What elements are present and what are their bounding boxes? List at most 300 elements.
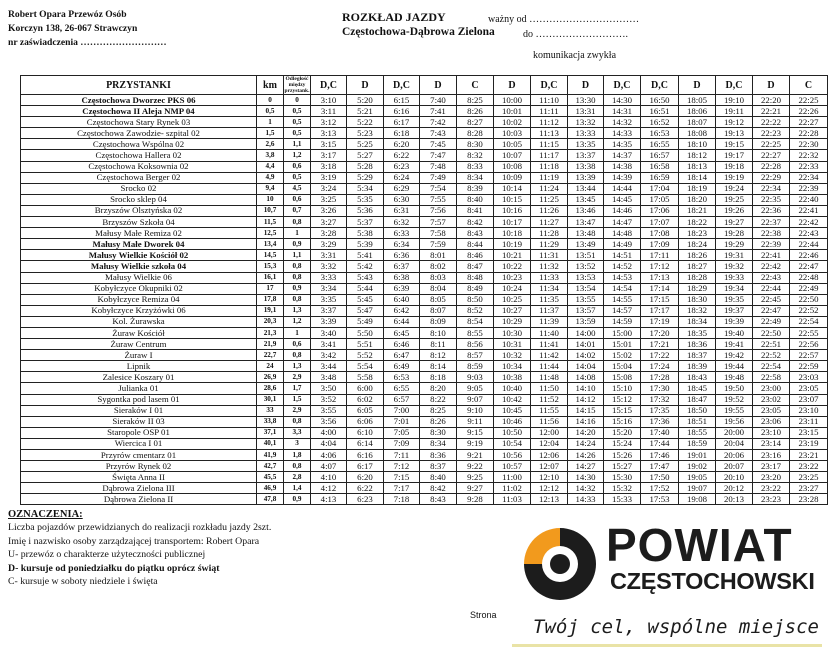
departure-time: 23:11 [790, 416, 828, 427]
departure-time: 7:59 [420, 239, 457, 250]
departure-time: 17:07 [641, 217, 679, 228]
departure-time: 13:33 [568, 128, 604, 139]
departure-time: 9:11 [457, 416, 494, 427]
departure-time: 15:26 [604, 450, 641, 461]
departure-time: 22:36 [753, 205, 790, 216]
table-row [21, 394, 828, 405]
stop-name: Brzyszów Szkoła 04 [21, 217, 257, 228]
departure-time: 16:51 [641, 106, 679, 117]
departure-time: 19:01 [679, 450, 716, 461]
departure-time: 11:35 [531, 294, 568, 305]
stop-distance: 2,8 [284, 472, 311, 483]
stop-distance: 1,1 [284, 250, 311, 261]
stop-km: 46,9 [257, 483, 284, 494]
departure-time: 17:22 [641, 350, 679, 361]
departure-time: 22:50 [790, 294, 828, 305]
slogan-underline [512, 644, 822, 647]
departure-time: 8:54 [457, 316, 494, 327]
stop-name: Brzyszów Olsztyńska 02 [21, 205, 257, 216]
stop-name: Kobyłczyce Krzyżówki 06 [21, 305, 257, 316]
departure-time: 22:57 [790, 350, 828, 361]
table-row [21, 361, 828, 372]
departure-time: 19:55 [716, 405, 753, 416]
table-row [21, 183, 828, 194]
stop-name: Częstochowa Berger 02 [21, 172, 257, 183]
departure-time: 5:20 [347, 95, 384, 106]
departure-time: 13:32 [568, 117, 604, 128]
departure-time: 8:56 [457, 339, 494, 350]
departure-time: 5:25 [347, 139, 384, 150]
departure-time: 22:29 [753, 172, 790, 183]
departure-time: 3:19 [311, 172, 347, 183]
departure-time: 8:41 [457, 205, 494, 216]
departure-time: 8:01 [420, 250, 457, 261]
stop-name: Małusy Wielkie Kościół 02 [21, 250, 257, 261]
departure-time: 19:39 [716, 316, 753, 327]
stop-name: Dąbrowa Zielona III [21, 483, 257, 494]
departure-time: 19:26 [716, 205, 753, 216]
departure-time: 11:13 [531, 128, 568, 139]
departure-time: 6:23 [384, 161, 420, 172]
timetable-body [21, 95, 828, 505]
departure-time: 7:56 [420, 205, 457, 216]
departure-time: 6:38 [384, 272, 420, 283]
stop-km: 10,7 [257, 205, 284, 216]
departure-time: 14:59 [604, 316, 641, 327]
departure-time: 8:25 [457, 95, 494, 106]
departure-time: 19:48 [716, 372, 753, 383]
departure-time: 23:22 [790, 461, 828, 472]
departure-time: 5:36 [347, 205, 384, 216]
course-header: D,C [311, 76, 347, 95]
departure-time: 19:29 [716, 239, 753, 250]
departure-time: 3:35 [311, 294, 347, 305]
departure-time: 22:47 [790, 261, 828, 272]
departure-time: 17:15 [641, 294, 679, 305]
header-left [8, 8, 167, 50]
departure-time: 8:40 [457, 194, 494, 205]
departure-time: 14:33 [604, 128, 641, 139]
departure-time: 9:28 [457, 494, 494, 505]
stop-distance: 0,8 [284, 416, 311, 427]
departure-time: 14:45 [604, 194, 641, 205]
departure-time: 14:24 [568, 438, 604, 449]
departure-time: 8:33 [457, 161, 494, 172]
stop-distance: 1 [284, 327, 311, 338]
departure-time: 10:34 [494, 361, 531, 372]
departure-time: 7:47 [420, 150, 457, 161]
departure-time: 17:32 [641, 394, 679, 405]
departure-time: 23:00 [753, 383, 790, 394]
stop-km: 15,3 [257, 261, 284, 272]
stop-distance: 0,8 [284, 217, 311, 228]
stop-distance: 4,5 [284, 183, 311, 194]
departure-time: 22:51 [753, 339, 790, 350]
table-row [21, 450, 828, 461]
departure-time: 13:44 [568, 183, 604, 194]
departure-time: 6:32 [384, 217, 420, 228]
page-title: ROZKŁAD JAZDY [342, 10, 446, 24]
table-row [21, 205, 828, 216]
departure-time: 16:59 [641, 172, 679, 183]
departure-time: 22:26 [790, 106, 828, 117]
course-header: D [753, 76, 790, 95]
departure-time: 22:30 [790, 139, 828, 150]
departure-time: 8:47 [457, 261, 494, 272]
valid-from: ważny od …………………………… [488, 14, 640, 25]
departure-time: 5:54 [347, 361, 384, 372]
departure-time: 14:32 [604, 117, 641, 128]
departure-time: 3:48 [311, 372, 347, 383]
departure-time: 23:10 [790, 405, 828, 416]
departure-time: 13:39 [568, 172, 604, 183]
departure-time: 20:10 [716, 472, 753, 483]
departure-time: 5:37 [347, 217, 384, 228]
departure-time: 5:29 [347, 172, 384, 183]
departure-time: 5:28 [347, 161, 384, 172]
departure-time: 8:27 [457, 117, 494, 128]
departure-time: 12:13 [531, 494, 568, 505]
stop-km: 26,9 [257, 372, 284, 383]
stop-distance: 1,1 [284, 139, 311, 150]
departure-time: 8:42 [457, 217, 494, 228]
departure-time: 4:07 [311, 461, 347, 472]
departure-time: 11:28 [531, 228, 568, 239]
departure-time: 18:50 [679, 405, 716, 416]
departure-time: 18:27 [679, 261, 716, 272]
departure-time: 19:19 [716, 172, 753, 183]
departure-time: 18:45 [679, 383, 716, 394]
departure-time: 22:40 [790, 194, 828, 205]
table-row [21, 316, 828, 327]
departure-time: 10:42 [494, 394, 531, 405]
departure-time: 6:44 [384, 316, 420, 327]
departure-time: 7:49 [420, 172, 457, 183]
departure-time: 18:55 [679, 427, 716, 438]
stop-name: Żuraw Centrum [21, 339, 257, 350]
departure-time: 19:44 [716, 361, 753, 372]
departure-time: 22:37 [753, 217, 790, 228]
departure-time: 7:17 [384, 483, 420, 494]
departure-time: 6:17 [347, 461, 384, 472]
departure-time: 18:47 [679, 394, 716, 405]
stop-name: Sygontka pod lasem 01 [21, 394, 257, 405]
stop-km: 41,9 [257, 450, 284, 461]
departure-time: 11:10 [531, 95, 568, 106]
stop-distance: 3 [284, 438, 311, 449]
departure-time: 8:42 [420, 483, 457, 494]
departure-time: 7:12 [384, 461, 420, 472]
stop-name: Częstochowa Zawodzie- szpital 02 [21, 128, 257, 139]
departure-time: 18:30 [679, 294, 716, 305]
departure-time: 19:12 [716, 117, 753, 128]
table-row [21, 172, 828, 183]
table-row [21, 405, 828, 416]
stop-distance: 0,7 [284, 205, 311, 216]
departure-time: 12:10 [531, 472, 568, 483]
departure-time: 19:40 [716, 327, 753, 338]
powiat-emblem-icon [520, 524, 600, 604]
course-header: C [457, 76, 494, 95]
stop-km: 17 [257, 283, 284, 294]
stop-distance: 0,6 [284, 161, 311, 172]
departure-time: 14:20 [568, 427, 604, 438]
stop-distance: 0,8 [284, 350, 311, 361]
departure-time: 3:50 [311, 383, 347, 394]
departure-time: 18:32 [679, 305, 716, 316]
departure-time: 15:02 [604, 350, 641, 361]
departure-time: 17:44 [641, 438, 679, 449]
departure-time: 6:00 [347, 383, 384, 394]
departure-time: 8:32 [457, 150, 494, 161]
departure-time: 14:02 [568, 350, 604, 361]
departure-time: 7:43 [420, 128, 457, 139]
departure-time: 8:18 [420, 372, 457, 383]
course-header: D,C [384, 76, 420, 95]
departure-time: 13:52 [568, 261, 604, 272]
departure-time: 15:10 [604, 383, 641, 394]
departure-time: 14:35 [604, 139, 641, 150]
stop-km: 40,1 [257, 438, 284, 449]
departure-time: 19:05 [679, 472, 716, 483]
departure-time: 8:30 [420, 427, 457, 438]
departure-time: 15:16 [604, 416, 641, 427]
stop-name: Częstochowa II Aleja NMP 04 [21, 106, 257, 117]
departure-time: 22:45 [753, 294, 790, 305]
departure-time: 10:29 [494, 316, 531, 327]
departure-time: 8:43 [420, 494, 457, 505]
departure-time: 10:14 [494, 183, 531, 194]
departure-time: 10:15 [494, 194, 531, 205]
departure-time: 4:06 [311, 450, 347, 461]
departure-time: 17:08 [641, 228, 679, 239]
departure-time: 23:19 [790, 438, 828, 449]
table-row [21, 327, 828, 338]
departure-time: 23:15 [790, 427, 828, 438]
departure-time: 6:20 [384, 139, 420, 150]
departure-time: 12:06 [531, 450, 568, 461]
stop-distance: 0,8 [284, 272, 311, 283]
table-row [21, 261, 828, 272]
departure-time: 3:56 [311, 416, 347, 427]
departure-time: 6:36 [384, 250, 420, 261]
departure-time: 22:25 [753, 139, 790, 150]
departure-time: 18:08 [679, 128, 716, 139]
departure-time: 22:41 [753, 250, 790, 261]
departure-time: 6:10 [347, 427, 384, 438]
departure-time: 9:19 [457, 438, 494, 449]
timetable [20, 75, 828, 505]
departure-time: 20:13 [716, 494, 753, 505]
departure-time: 6:31 [384, 205, 420, 216]
stop-km: 45,5 [257, 472, 284, 483]
departure-time: 10:31 [494, 339, 531, 350]
departure-time: 3:12 [311, 117, 347, 128]
stop-distance: 0,5 [284, 106, 311, 117]
departure-time: 6:23 [347, 494, 384, 505]
table-row [21, 150, 828, 161]
departure-time: 23:02 [753, 394, 790, 405]
page-label: Strona [470, 610, 497, 620]
stop-name: Częstochowa Dworzec PKS 06 [21, 95, 257, 106]
departure-time: 10:17 [494, 217, 531, 228]
departure-time: 7:42 [420, 117, 457, 128]
stop-name: Dąbrowa Zielona II [21, 494, 257, 505]
departure-time: 3:27 [311, 217, 347, 228]
departure-time: 8:43 [457, 228, 494, 239]
departure-time: 22:38 [753, 228, 790, 239]
departure-time: 13:46 [568, 205, 604, 216]
departure-time: 7:00 [384, 405, 420, 416]
departure-time: 16:58 [641, 161, 679, 172]
stop-name: Małusy Małe Remiza 02 [21, 228, 257, 239]
departure-time: 19:25 [716, 194, 753, 205]
departure-time: 8:04 [420, 283, 457, 294]
departure-time: 6:37 [384, 261, 420, 272]
departure-time: 3:55 [311, 405, 347, 416]
departure-time: 19:28 [716, 228, 753, 239]
table-row [21, 494, 828, 505]
departure-time: 22:54 [753, 361, 790, 372]
departure-time: 9:27 [457, 483, 494, 494]
departure-time: 11:42 [531, 350, 568, 361]
departure-time: 18:10 [679, 139, 716, 150]
departure-time: 6:18 [384, 128, 420, 139]
departure-time: 18:34 [679, 316, 716, 327]
departure-time: 10:40 [494, 383, 531, 394]
departure-time: 22:28 [790, 128, 828, 139]
departure-time: 19:17 [716, 150, 753, 161]
departure-time: 4:13 [311, 494, 347, 505]
stop-km: 2,6 [257, 139, 284, 150]
departure-time: 14:37 [604, 150, 641, 161]
stop-km: 9,4 [257, 183, 284, 194]
stop-name: Kobyłczyce Okupniki 02 [21, 283, 257, 294]
departure-time: 23:05 [790, 383, 828, 394]
departure-time: 8:02 [420, 261, 457, 272]
departure-time: 10:46 [494, 416, 531, 427]
table-row [21, 95, 828, 106]
departure-time: 14:26 [568, 450, 604, 461]
departure-time: 17:35 [641, 405, 679, 416]
departure-time: 19:02 [679, 461, 716, 472]
departure-time: 12:12 [531, 483, 568, 494]
stop-distance: 0,5 [284, 128, 311, 139]
departure-time: 22:27 [790, 117, 828, 128]
departure-time: 10:54 [494, 438, 531, 449]
stop-name: Częstochowa Wspólna 02 [21, 139, 257, 150]
departure-time: 10:09 [494, 172, 531, 183]
stop-name: Zalesice Koszary 01 [21, 372, 257, 383]
departure-time: 11:19 [531, 172, 568, 183]
departure-time: 15:12 [604, 394, 641, 405]
departure-time: 11:48 [531, 372, 568, 383]
departure-time: 17:46 [641, 450, 679, 461]
departure-time: 22:27 [753, 150, 790, 161]
legend [8, 508, 271, 588]
departure-time: 22:22 [753, 117, 790, 128]
departure-time: 9:21 [457, 450, 494, 461]
stop-km: 20,3 [257, 316, 284, 327]
course-header: D [347, 76, 384, 95]
departure-time: 9:03 [457, 372, 494, 383]
departure-time: 18:22 [679, 217, 716, 228]
departure-time: 23:03 [790, 372, 828, 383]
departure-time: 14:30 [568, 472, 604, 483]
departure-time: 14:30 [604, 95, 641, 106]
departure-time: 17:28 [641, 372, 679, 383]
departure-time: 7:40 [420, 95, 457, 106]
departure-time: 11:39 [531, 316, 568, 327]
departure-time: 8:26 [457, 106, 494, 117]
company-name: Robert Opara Przewóz Osób [8, 9, 127, 20]
departure-time: 11:55 [531, 405, 568, 416]
departure-time: 17:19 [641, 316, 679, 327]
table-row [21, 283, 828, 294]
departure-time: 10:56 [494, 450, 531, 461]
departure-time: 18:43 [679, 372, 716, 383]
powiat-logo [520, 520, 820, 616]
departure-time: 11:15 [531, 139, 568, 150]
departure-time: 12:00 [531, 427, 568, 438]
departure-time: 5:41 [347, 250, 384, 261]
stop-distance: 0,5 [284, 172, 311, 183]
departure-time: 13:38 [568, 161, 604, 172]
departure-time: 7:41 [420, 106, 457, 117]
departure-time: 22:55 [790, 327, 828, 338]
departure-time: 22:46 [790, 250, 828, 261]
stop-distance: 0,8 [284, 461, 311, 472]
departure-time: 23:27 [790, 483, 828, 494]
departure-time: 19:11 [716, 106, 753, 117]
departure-time: 3:42 [311, 350, 347, 361]
departure-time: 18:06 [679, 106, 716, 117]
departure-time: 14:33 [568, 494, 604, 505]
departure-time: 8:30 [457, 139, 494, 150]
departure-time: 22:43 [753, 272, 790, 283]
departure-time: 15:15 [604, 405, 641, 416]
departure-time: 8:09 [420, 316, 457, 327]
departure-time: 23:05 [753, 405, 790, 416]
departure-time: 14:39 [604, 172, 641, 183]
stop-distance: 0,8 [284, 294, 311, 305]
departure-time: 13:51 [568, 250, 604, 261]
stop-name: Małusy Małe Dworek 04 [21, 239, 257, 250]
stop-km: 4,4 [257, 161, 284, 172]
departure-time: 10:03 [494, 128, 531, 139]
departure-time: 17:50 [641, 472, 679, 483]
departure-time: 10:02 [494, 117, 531, 128]
departure-time: 7:18 [384, 494, 420, 505]
departure-time: 18:13 [679, 161, 716, 172]
departure-time: 11:29 [531, 239, 568, 250]
departure-time: 13:47 [568, 217, 604, 228]
departure-time: 18:28 [679, 272, 716, 283]
stop-distance: 0,9 [284, 494, 311, 505]
departure-time: 22:42 [753, 261, 790, 272]
stop-distance: 2,9 [284, 405, 311, 416]
departure-time: 19:56 [716, 416, 753, 427]
departure-time: 17:09 [641, 239, 679, 250]
departure-time: 18:24 [679, 239, 716, 250]
departure-time: 22:28 [753, 161, 790, 172]
departure-time: 22:44 [790, 239, 828, 250]
departure-time: 6:53 [384, 372, 420, 383]
departure-time: 8:36 [420, 450, 457, 461]
departure-time: 3:28 [311, 228, 347, 239]
table-row [21, 472, 828, 483]
departure-time: 19:24 [716, 183, 753, 194]
